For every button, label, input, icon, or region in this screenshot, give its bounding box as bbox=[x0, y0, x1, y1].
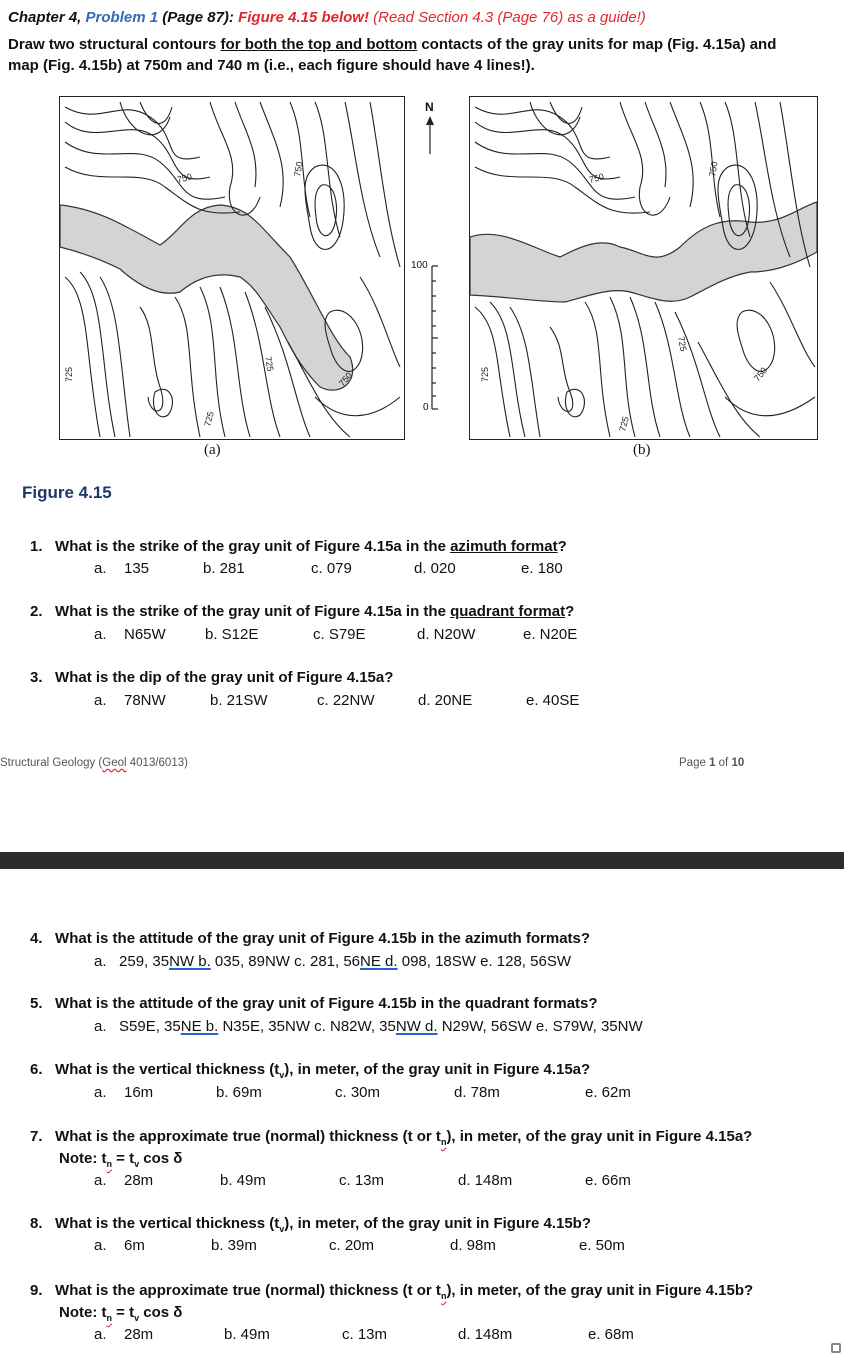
contour-label-725-b: 725 bbox=[263, 355, 276, 373]
north-label: N bbox=[425, 100, 434, 114]
q8-option-c: c. 20m bbox=[329, 1237, 375, 1254]
question-text: What is the approximate true (normal) thickness (t or t bbox=[55, 1128, 441, 1145]
footer-course-number: 4013/6013) bbox=[126, 757, 188, 769]
contour-label-725: 725 bbox=[64, 366, 74, 382]
q9-option-a: 28m bbox=[124, 1326, 154, 1343]
q7-option-e: e. 66m bbox=[585, 1172, 631, 1189]
q5-option-c-direction: NW bbox=[395, 1018, 421, 1035]
note-equals: = t bbox=[112, 1150, 135, 1167]
footer-page-of: of bbox=[715, 757, 732, 769]
question-text-2: ), in meter, of the gray unit in Figure 4.15b? bbox=[446, 1282, 754, 1299]
q8-option-e: e. 50m bbox=[579, 1237, 625, 1254]
q7-option-b: b. 49m bbox=[220, 1172, 266, 1189]
q6-option-e: e. 62m bbox=[585, 1084, 631, 1101]
question-text: What is the approximate true (normal) thickness (t or t bbox=[55, 1282, 441, 1299]
q3-option-c: c. 22NW bbox=[317, 692, 375, 709]
q8-option-a: 6m bbox=[124, 1237, 145, 1254]
question-number: 8. bbox=[30, 1215, 43, 1232]
q8-option-a-letter: a. bbox=[94, 1237, 107, 1254]
note-subscript: n bbox=[106, 1159, 112, 1169]
q1-option-a-letter: a. bbox=[94, 560, 107, 577]
note-formula: cos δ bbox=[139, 1304, 183, 1321]
question-number: 5. bbox=[30, 995, 43, 1012]
question-number: 6. bbox=[30, 1061, 43, 1078]
contour-label-725-c: 725 bbox=[617, 415, 631, 433]
footer-course bbox=[0, 757, 188, 769]
note-label: Note: t bbox=[59, 1304, 107, 1321]
question-1 bbox=[30, 538, 567, 555]
q1-option-a: 135 bbox=[124, 560, 150, 577]
q7-option-d: d. 148m bbox=[458, 1172, 513, 1189]
q4-option-a-letter: a. bbox=[94, 953, 107, 970]
question-text: What is the dip of the gray unit of Figure 4.15a? bbox=[55, 669, 394, 686]
contour-label-725: 725 bbox=[480, 366, 490, 382]
q2-option-a: N65W bbox=[124, 626, 166, 643]
instruction-text: Draw two structural contours bbox=[8, 36, 221, 53]
map-b bbox=[469, 96, 818, 440]
q8-option-b: b. 39m bbox=[211, 1237, 257, 1254]
q7-option-a: 28m bbox=[124, 1172, 154, 1189]
q2-option-e: e. N20E bbox=[523, 626, 578, 643]
scale-bar bbox=[432, 266, 438, 409]
question-text: What is the vertical thickness (t bbox=[55, 1215, 280, 1232]
question-number: 4. bbox=[30, 930, 43, 947]
question-2 bbox=[30, 603, 574, 620]
q1-option-b: b. 281 bbox=[203, 560, 245, 577]
north-arrow-icon bbox=[426, 116, 434, 154]
instruction-line-2: map (Fig. 4.15b) at 750m and 740 m (i.e., each figure should have 4 lines!). bbox=[8, 57, 535, 74]
q6-option-b: b. 69m bbox=[216, 1084, 262, 1101]
q6-option-a: 16m bbox=[124, 1084, 154, 1101]
q5-option-d-letter: d. bbox=[420, 1018, 438, 1035]
footer-page-total: 10 bbox=[731, 757, 745, 769]
q5-option-b-c: N35E, 35NW c. N82W, 35 bbox=[218, 1018, 396, 1035]
question-text: What is the attitude of the gray unit of Figure 4.15b in the quadrant formats? bbox=[55, 995, 598, 1012]
question-punct: ? bbox=[557, 538, 567, 555]
q5-option-a-letter: a. bbox=[94, 1018, 107, 1035]
question-number: 7. bbox=[30, 1128, 43, 1145]
q4-option-d-e: 098, 18SW e. 128, 56SW bbox=[397, 953, 571, 970]
footer-page bbox=[679, 757, 744, 769]
footer-course-code: Geol bbox=[102, 757, 127, 769]
subscript: v bbox=[279, 1224, 285, 1234]
subscript: n bbox=[440, 1137, 447, 1147]
q4-option-d-letter: d. bbox=[380, 953, 398, 970]
q4-option-b-c: 035, 89NW c. 281, 56 bbox=[210, 953, 361, 970]
q8-option-d: d. 98m bbox=[450, 1237, 496, 1254]
q4-option-b-letter: b. bbox=[194, 953, 211, 970]
q7-note bbox=[59, 1150, 182, 1169]
q1-option-c: c. 079 bbox=[311, 560, 352, 577]
note-subscript-2: v bbox=[134, 1313, 140, 1323]
contour-label-750-c: 750 bbox=[336, 370, 355, 389]
page-divider bbox=[0, 852, 844, 869]
question-number: 9. bbox=[30, 1282, 43, 1299]
question-emphasis: azimuth format bbox=[450, 538, 558, 555]
q3-option-a: 78NW bbox=[124, 692, 166, 709]
question-7 bbox=[30, 1128, 752, 1147]
problem-heading bbox=[8, 7, 646, 28]
instruction-emphasis: for both the top and bottom bbox=[220, 36, 418, 53]
question-number: 1. bbox=[30, 538, 43, 555]
map-b-contours bbox=[470, 97, 817, 439]
question-9 bbox=[30, 1282, 753, 1301]
q3-option-d: d. 20NE bbox=[418, 692, 473, 709]
map-b-label: (b) bbox=[633, 442, 651, 458]
question-text: What is the attitude of the gray unit of Figure 4.15b in the azimuth formats? bbox=[55, 930, 591, 947]
note-formula: cos δ bbox=[139, 1150, 183, 1167]
instruction-line-1 bbox=[8, 34, 776, 55]
question-emphasis: quadrant format bbox=[450, 603, 566, 620]
map-a-label: (a) bbox=[204, 442, 221, 458]
q9-option-d: d. 148m bbox=[458, 1326, 513, 1343]
q4-options bbox=[94, 953, 571, 970]
note-subscript-2: v bbox=[134, 1159, 140, 1169]
q9-option-b: b. 49m bbox=[224, 1326, 270, 1343]
contour-label-750-b: 750 bbox=[292, 160, 305, 178]
footer-page-label: Page bbox=[679, 757, 710, 769]
q2-option-a-letter: a. bbox=[94, 626, 107, 643]
note-label: Note: t bbox=[59, 1150, 107, 1167]
q3-option-b: b. 21SW bbox=[210, 692, 268, 709]
q3-option-a-letter: a. bbox=[94, 692, 107, 709]
q7-option-c: c. 13m bbox=[339, 1172, 385, 1189]
question-3 bbox=[30, 669, 393, 686]
q5-option-a-direction: NE bbox=[180, 1018, 202, 1035]
scroll-corner-icon[interactable] bbox=[831, 1343, 841, 1353]
question-text: What is the vertical thickness (t bbox=[55, 1061, 280, 1078]
q6-option-a-letter: a. bbox=[94, 1084, 107, 1101]
q9-note bbox=[59, 1304, 182, 1323]
footer-page-number: 1 bbox=[709, 757, 716, 769]
figure-caption: Figure 4.15 bbox=[22, 483, 112, 502]
q4-option-c-direction: NE bbox=[360, 953, 381, 970]
question-number: 3. bbox=[30, 669, 43, 686]
question-punct: ? bbox=[565, 603, 575, 620]
q4-option-a: 259, 35 bbox=[119, 953, 170, 970]
map-a bbox=[59, 96, 405, 440]
question-text: What is the strike of the gray unit of Figure 4.15a in the bbox=[55, 603, 451, 620]
question-6 bbox=[30, 1061, 590, 1080]
contour-label-750-c: 750 bbox=[751, 365, 770, 384]
note-equals: = t bbox=[112, 1304, 135, 1321]
question-5 bbox=[30, 995, 598, 1012]
q9-option-e: e. 68m bbox=[588, 1326, 634, 1343]
q2-option-d: d. N20W bbox=[417, 626, 476, 643]
q3-option-e: e. 40SE bbox=[526, 692, 580, 709]
footer-course-text: Structural Geology ( bbox=[0, 757, 103, 769]
q6-option-d: d. 78m bbox=[454, 1084, 500, 1101]
subscript: v bbox=[279, 1070, 285, 1080]
section-ref: (Read Section 4.3 (Page 76) as a guide!) bbox=[368, 9, 646, 26]
q5-option-b-letter: b. bbox=[201, 1018, 219, 1035]
question-text-2: ), in meter, of the gray unit in Figure 4.15a? bbox=[446, 1128, 753, 1145]
question-8 bbox=[30, 1215, 591, 1234]
figure-ref: Figure 4.15 below! bbox=[238, 9, 369, 26]
contour-label-750-b: 750 bbox=[707, 160, 720, 178]
chapter-text: Chapter 4, bbox=[8, 9, 86, 26]
q1-option-e: e. 180 bbox=[521, 560, 563, 577]
q1-option-d: d. 020 bbox=[414, 560, 456, 577]
q2-option-b: b. S12E bbox=[205, 626, 259, 643]
subscript: n bbox=[440, 1291, 447, 1301]
question-text-2: ), in meter, of the gray unit in Figure 4.15b? bbox=[284, 1215, 591, 1232]
gray-unit-b bbox=[470, 202, 817, 302]
contour-label-750: 750 bbox=[175, 171, 194, 185]
contour-label-725-b: 725 bbox=[676, 335, 689, 353]
q5-option-d-e: N29W, 56SW e. S79W, 35NW bbox=[437, 1018, 643, 1035]
question-text: What is the strike of the gray unit of Figure 4.15a in the bbox=[55, 538, 451, 555]
question-text-2: ), in meter, of the gray unit in Figure 4.15a? bbox=[284, 1061, 591, 1078]
scale-label-top: 100 bbox=[411, 260, 428, 271]
note-subscript: n bbox=[106, 1313, 112, 1323]
q9-option-a-letter: a. bbox=[94, 1326, 107, 1343]
instruction-text-2: contacts of the gray units for map (Fig. 4.15a) and bbox=[417, 36, 777, 53]
contour-label-750: 750 bbox=[587, 171, 606, 185]
q2-option-c: c. S79E bbox=[313, 626, 366, 643]
page-ref: (Page 87): bbox=[158, 9, 239, 26]
q9-option-c: c. 13m bbox=[342, 1326, 388, 1343]
q5-options bbox=[94, 1018, 643, 1035]
problem-number: Problem 1 bbox=[85, 9, 159, 26]
question-4 bbox=[30, 930, 590, 947]
question-number: 2. bbox=[30, 603, 43, 620]
scale-label-bottom: 0 bbox=[423, 402, 429, 413]
q7-option-a-letter: a. bbox=[94, 1172, 107, 1189]
contour-label-725-c: 725 bbox=[202, 410, 216, 428]
q4-option-a-direction: NW bbox=[169, 953, 195, 970]
q6-option-c: c. 30m bbox=[335, 1084, 381, 1101]
q5-option-a: S59E, 35 bbox=[119, 1018, 181, 1035]
map-a-contours bbox=[60, 97, 404, 439]
